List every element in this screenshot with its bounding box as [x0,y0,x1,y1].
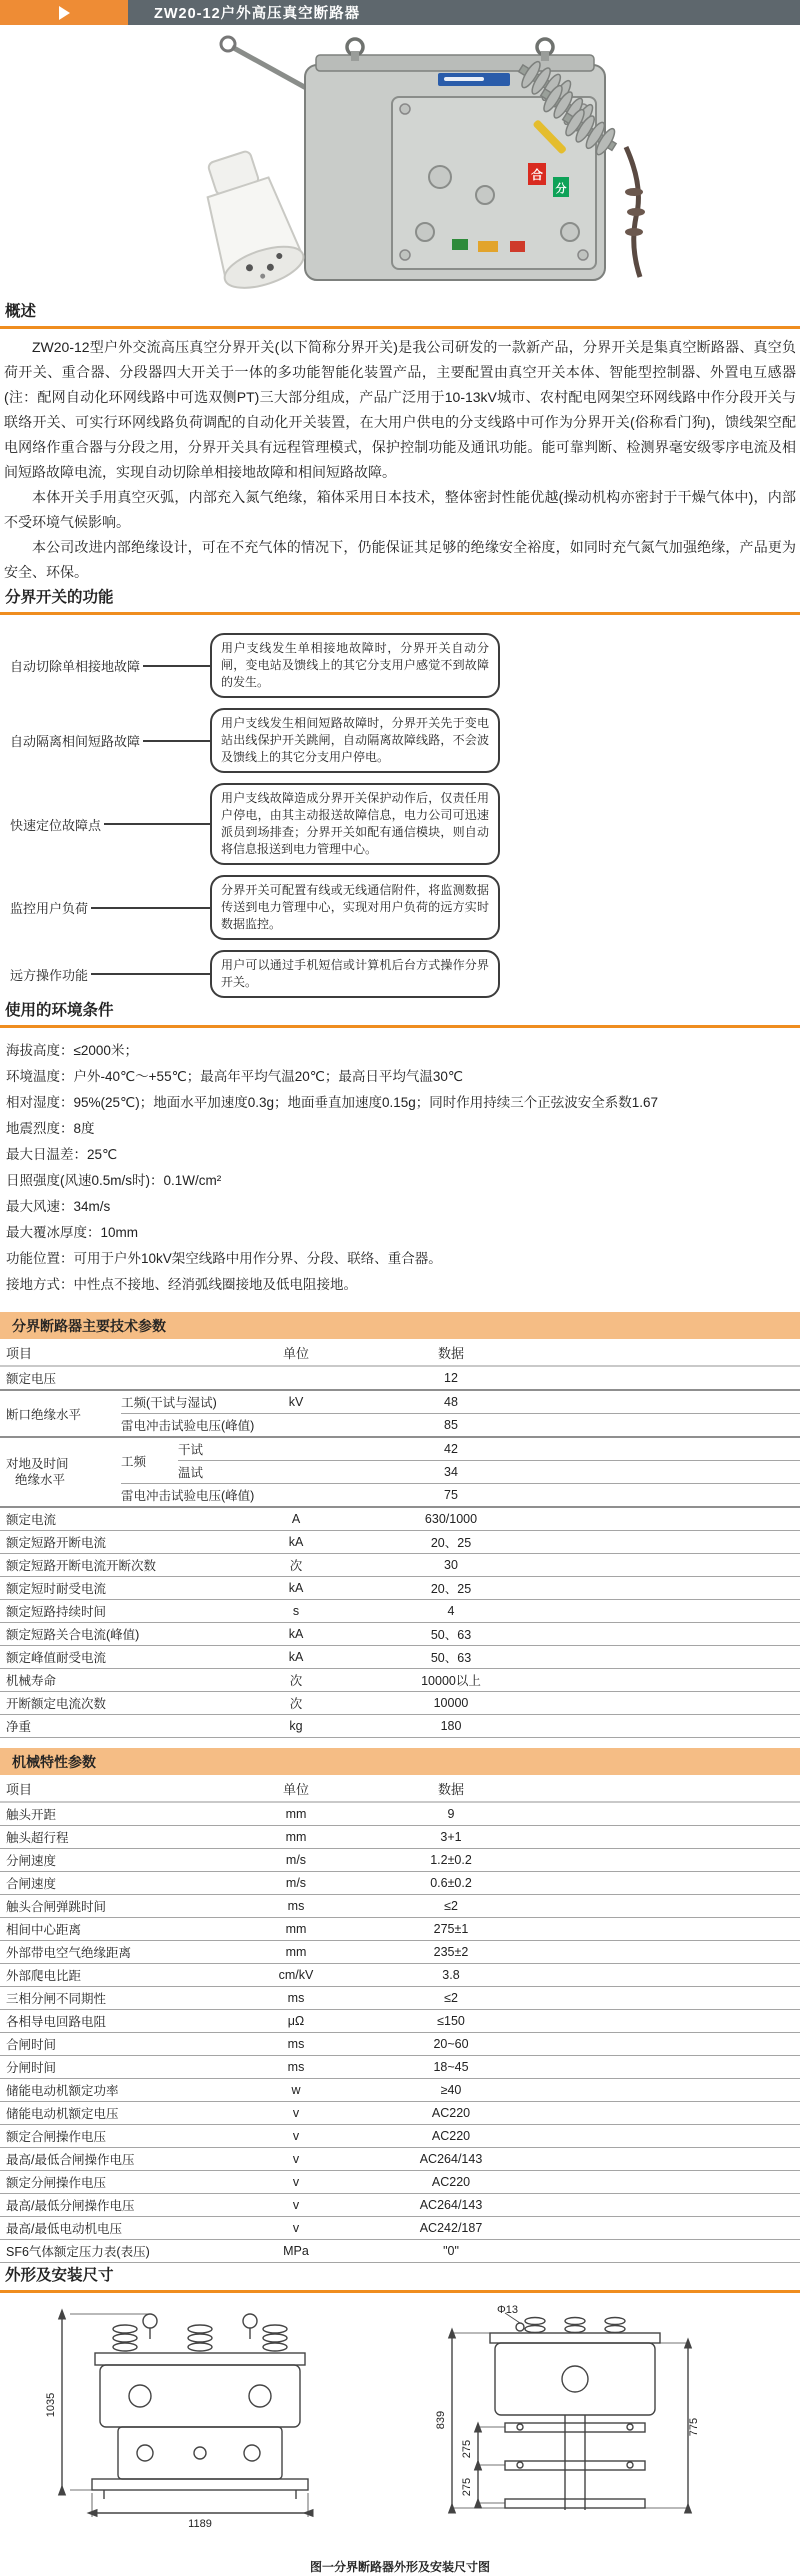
environment-condition: 海拔高度：≤2000米； [6,1043,138,1058]
param-unit: MPa [283,2244,309,2258]
table-row [0,1964,800,1987]
dim-hole-diameter: Φ13 [497,2305,519,2316]
dim-overall-height: 1035 [45,2392,57,2418]
group-label: 断口绝缘水平 [6,1407,82,1422]
environment-condition: 最大日温差：25℃ [6,1147,118,1162]
param-value: 3+1 [440,1830,462,1844]
group-label-line2: 绝缘水平 [15,1473,66,1487]
feature-description: 用户可以通过手机短信或计算机后台方式操作分界开关。 [221,958,489,989]
feature-description-box [210,950,500,998]
table-row [0,2148,800,2171]
table-row [0,1895,800,1918]
table-row [0,2194,800,2217]
table-row [0,1531,800,1554]
feature-label: 监控用户负荷 [10,901,89,916]
header-item: 项目 [6,1781,33,1797]
param-unit: v [292,2152,300,2166]
mech-rows [0,1803,800,2263]
param-name: 分闸时间 [6,2061,57,2075]
feature-label: 快速定位故障点 [10,817,102,833]
table-row [0,1692,800,1715]
param-value: 0.6±0.2 [430,1876,472,1890]
param-value: 9 [447,1807,455,1821]
param-value: "0" [443,2244,459,2258]
title-tab [0,0,128,25]
param-value: AC220 [431,2129,471,2143]
table-group-ground-insulation [0,1438,800,1508]
param-unit: mm [285,1807,307,1821]
table-header-row [0,1339,800,1367]
table-row [178,1438,800,1461]
environment-condition: 接地方式：中性点不接地、经消弧线圈接地及低电阻接地。 [6,1277,357,1292]
feature-description-box [210,633,500,698]
param-value: AC264/143 [419,2198,483,2212]
dim-overall-width: 1189 [188,2518,212,2530]
tech-params-banner: 分界断路器主要技术参数 [0,1312,800,1339]
feature-description: 用户支线故障造成分界开关保护动作后，仅责任用户停电，由其主动报送故障信息，电力公司可迅速派员到场排查；分界开关如配有通信模块，则自动将信息报送到电力管理中心。 [221,791,489,856]
tech-flat-rows [0,1508,800,1738]
param-unit: A [291,1512,301,1526]
feature-description: 分界开关可配置有线或无线通信附件，将监测数据传送到电力管理中心，实现对用户负荷的远方实时数据监控。 [221,883,489,931]
connector-line [104,823,210,825]
param-value: AC242/187 [419,2221,483,2235]
feature-item [0,875,500,940]
param-unit: s [292,1604,300,1618]
outline-drawing-front [62,2314,308,2517]
feature-description-box [210,875,500,940]
param-name: 额定电压 [6,1372,57,1386]
param-value: 75 [444,1488,458,1502]
subgroup-frequency [121,1438,800,1483]
param-value: 20~60 [433,2037,469,2051]
param-value: 50、63 [430,1628,472,1642]
param-unit: mm [285,1922,307,1936]
table-row [0,1872,800,1895]
connector-line [143,740,210,742]
param-name: 最高/最低合闸操作电压 [6,2153,135,2167]
table-row [0,1803,800,1826]
param-value: ≤150 [437,2014,465,2028]
feature-list [0,633,500,998]
param-value: AC264/143 [419,2152,483,2166]
param-unit: ms [287,2060,305,2074]
dim-pitch-2: 275 [461,2477,473,2497]
param-name: 雷电冲击试验电压(峰值) [121,1419,255,1433]
table-row [121,1483,800,1506]
param-value: AC220 [431,2175,471,2189]
param-unit: m/s [285,1876,307,1890]
param-unit: 次 [289,1559,303,1573]
figure-caption: 图一分界断路器外形及安装尺寸图 [309,2560,490,2574]
param-value: 180 [440,1719,462,1733]
param-unit: v [292,2198,300,2212]
table-row [0,1669,800,1692]
param-name: 分闸速度 [6,1854,57,1868]
param-value: 18~45 [433,2060,469,2074]
feature-label: 自动隔离相间短路故障 [10,734,141,749]
group-label [0,1438,121,1506]
section-heading-functions: 分界开关的功能 [0,585,800,615]
param-unit: ms [287,2037,305,2051]
product-photo-illustration [140,27,660,297]
table-row [0,2125,800,2148]
group-label-line1: 对地及时间 [6,1457,69,1471]
table-row [0,2079,800,2102]
feature-item [0,950,500,998]
param-name: 雷电冲击试验电压(峰值) [121,1489,255,1503]
table-row [0,1623,800,1646]
dim-pitch-1: 275 [461,2439,473,2459]
table-row [0,2171,800,2194]
subgroup-label: 工频 [121,1454,147,1469]
param-value: 630/1000 [424,1512,478,1526]
table-row [0,2102,800,2125]
environment-condition: 相对湿度：95%(25℃)；地面水平加速度0.3g；地面垂直加速度0.15g；同时作用持续三个正弦波安全系数1.67 [6,1095,659,1110]
param-value: 275±1 [433,1922,469,1936]
table-row [0,1577,800,1600]
environment-condition: 最大覆冰厚度：10mm [6,1225,139,1240]
environment-condition: 环境温度：户外-40℃～+55℃；最高年平均气温20℃；最高日平均气温30℃ [6,1069,464,1084]
param-unit: kA [288,1650,304,1664]
param-unit: kA [288,1581,304,1595]
param-name: 外部带电空气绝缘距离 [6,1946,132,1960]
table-row [0,1941,800,1964]
title-bar [0,0,800,25]
table-row [121,1414,800,1436]
param-value: 30 [444,1558,458,1572]
param-unit: v [292,2106,300,2120]
param-name: 三相分闸不同期性 [6,1992,107,2006]
param-unit: mm [285,1945,307,1959]
param-value: 85 [444,1418,458,1432]
param-value: ≤2 [444,1991,458,2005]
param-value: 48 [444,1395,458,1409]
dim-right-height: 775 [688,2417,700,2437]
table-row [0,1600,800,1623]
param-name: 额定分闸操作电压 [6,2176,107,2190]
close-indicator-label: 合 [530,168,544,182]
play-arrow-icon [59,6,70,20]
table-row [0,1918,800,1941]
connector-line [91,973,210,975]
tech-params-table [0,1339,800,1738]
param-value: 1.2±0.2 [430,1853,472,1867]
param-name: 工频(干试与湿试) [121,1396,217,1410]
mech-params-banner: 机械特性参数 [0,1748,800,1775]
param-value: 34 [444,1465,458,1479]
section-heading-overview: 概述 [0,299,800,329]
param-name: 各相导电回路电阻 [6,2015,107,2029]
param-unit: v [292,2129,300,2143]
table-row [0,2010,800,2033]
feature-item [0,708,500,773]
param-name: SF6气体额定压力表(表压) [6,2245,150,2259]
param-name: 额定短路关合电流(峰值) [6,1628,140,1642]
environment-list [0,1038,800,1298]
param-name: 额定短时耐受电流 [6,1582,107,1596]
table-row [0,2056,800,2079]
feature-description-box [210,783,500,865]
header-item: 项目 [6,1345,33,1361]
param-unit: kV [288,1395,304,1409]
param-unit: mm [285,1830,307,1844]
param-name: 净重 [6,1720,32,1734]
dimension-drawings [0,2305,800,2575]
param-unit: v [292,2221,300,2235]
environment-condition: 功能位置：可用于户外10kV架空线路中用作分界、分段、联络、重合器。 [6,1251,442,1266]
table-row [0,2217,800,2240]
table-row [0,1367,800,1391]
section-heading-environment: 使用的环境条件 [0,998,800,1028]
param-unit: 次 [289,1674,303,1688]
table-header-row [0,1775,800,1803]
param-name: 额定短路持续时间 [6,1605,107,1619]
table-row [0,1554,800,1577]
overview-paragraph: 本体开关手用真空灭弧，内部充入氮气绝缘，箱体采用日本技术，整体密封性能优越(操动机构亦密封于干燥气体中)，内部不受环境气候影响。 [4,489,796,530]
param-name: 合闸时间 [6,2038,57,2052]
feature-label: 自动切除单相接地故障 [10,659,141,674]
param-name: 开断额定电流次数 [6,1697,107,1711]
param-value: 4 [447,1604,455,1618]
overview-paragraph: 本公司改进内部绝缘设计，可在不充气体的情况下，仍能保证其足够的绝缘安全裕度，如同时充气氮气加强绝缘，产品更为安全、环保。 [4,539,796,580]
environment-condition: 日照强度(风速0.5m/s时)：0.1W/cm² [6,1173,222,1188]
table-row [0,1987,800,2010]
param-value: AC220 [431,2106,471,2120]
param-name: 额定短路开断电流 [6,1536,107,1550]
param-name: 额定电流 [6,1513,57,1527]
overview-paragraph: ZW20-12型户外交流高压真空分界开关(以下简称分界开关)是我公司研发的一款新产品，分界开关是集真空断路器、真空负荷开关、重合器、分段器四大开关于一体的多功能智能化装置产品，主要配置由真空开关本体、智能型控制器、外置电互感器(注：配网自动化环网线路中可选双侧PT)三大部分组成，产品广泛用于10-13kV城市、农村配电网架空环网线路中作分段开关与联络开关、可实行环网线路负荷调配的自动化开关装置，在大用户供电的分支线路中可作为分界开关(俗称看门狗)，馈线架空配电网络作重合器与分段之用，分界开关具有远程管理模式，保护控制功能及通讯功能。能可靠判断、检测界毫安级零序电流及相间短路故障电流，实现自动切除单相接地故障和相间短路故障。 [4,339,796,480]
table-row [0,1715,800,1738]
param-name: 额定峰值耐受电流 [6,1651,107,1665]
table-row [0,2033,800,2056]
overview-paragraphs [0,335,800,585]
param-name: 储能电动机额定功率 [6,2084,119,2098]
param-name: 干试 [178,1443,204,1457]
product-photo [0,25,800,299]
param-value: 20、25 [430,1536,472,1550]
param-unit: 次 [289,1697,303,1711]
param-name: 额定合闸操作电压 [6,2130,107,2144]
param-name: 合闸速度 [6,1877,57,1891]
param-unit: w [291,2083,301,2097]
param-value: 3.8 [442,1968,460,1982]
param-name: 触头超行程 [6,1831,69,1845]
feature-description: 用户支线发生相间短路故障时，分界开关先于变电站出线保护开关跳闸，自动隔离故障线路，不会波及馈线上的其它分支用户停电。 [221,716,489,764]
param-value: ≤2 [444,1899,458,1913]
table-row [0,1826,800,1849]
param-value: 10000 [433,1696,469,1710]
param-value: 42 [444,1442,458,1456]
param-name: 储能电动机额定电压 [6,2107,119,2121]
table-row [0,1646,800,1669]
environment-condition: 最大风速：34m/s [6,1199,111,1214]
table-row [0,1849,800,1872]
param-value: 235±2 [433,1945,469,1959]
section-heading-dimensions: 外形及安装尺寸 [0,2263,800,2293]
param-name: 外部爬电比距 [6,1969,82,1983]
page-title: ZW20-12户外高压真空断路器 [154,6,361,22]
param-name: 温试 [178,1466,204,1480]
environment-condition: 地震烈度：8度 [6,1121,95,1136]
header-unit: 单位 [282,1781,309,1797]
param-name: 相间中心距离 [6,1923,82,1937]
feature-item [0,633,500,698]
param-name: 最高/最低电动机电压 [6,2222,122,2236]
table-group-break-insulation [0,1391,800,1438]
param-value: 20、25 [430,1582,472,1596]
header-unit: 单位 [282,1345,309,1361]
param-unit: cm/kV [278,1968,314,1982]
param-unit: kg [289,1719,303,1733]
param-name: 最高/最低分闸操作电压 [6,2199,135,2213]
connector-line [143,665,210,667]
param-unit: kA [288,1627,304,1641]
feature-description: 用户支线发生单相接地故障时，分界开关自动分闸，变电站及馈线上的其它分支用户感觉不到故障的发生。 [221,641,489,689]
param-value: 12 [444,1371,458,1385]
param-unit: ms [287,1991,305,2005]
mech-params-table [0,1775,800,2263]
feature-description-box [210,708,500,773]
header-value: 数据 [437,1781,464,1797]
param-value: 50、63 [430,1651,472,1665]
param-unit: m/s [285,1853,307,1867]
outline-drawing-side [452,2313,688,2510]
param-name: 触头开距 [6,1808,57,1822]
table-row [178,1461,800,1483]
header-value: 数据 [437,1345,464,1361]
table-row [0,1508,800,1531]
param-unit: v [292,2175,300,2189]
param-unit: μΩ [287,2014,305,2028]
open-indicator-label: 分 [555,183,567,195]
param-value: ≥40 [440,2083,462,2097]
param-unit: kA [288,1535,304,1549]
param-unit: ms [287,1899,305,1913]
param-name: 额定短路开断电流开断次数 [6,1559,157,1573]
connector-line [91,907,210,909]
param-name: 机械寿命 [6,1674,57,1688]
feature-label: 远方操作功能 [10,967,89,983]
feature-item [0,783,500,865]
dim-mount-height: 839 [435,2410,447,2430]
outline-drawing [0,2305,800,2553]
table-row [0,2240,800,2263]
param-value: 10000以上 [421,1674,481,1688]
table-row [121,1391,800,1414]
param-name: 触头合闸弹跳时间 [6,1900,107,1914]
